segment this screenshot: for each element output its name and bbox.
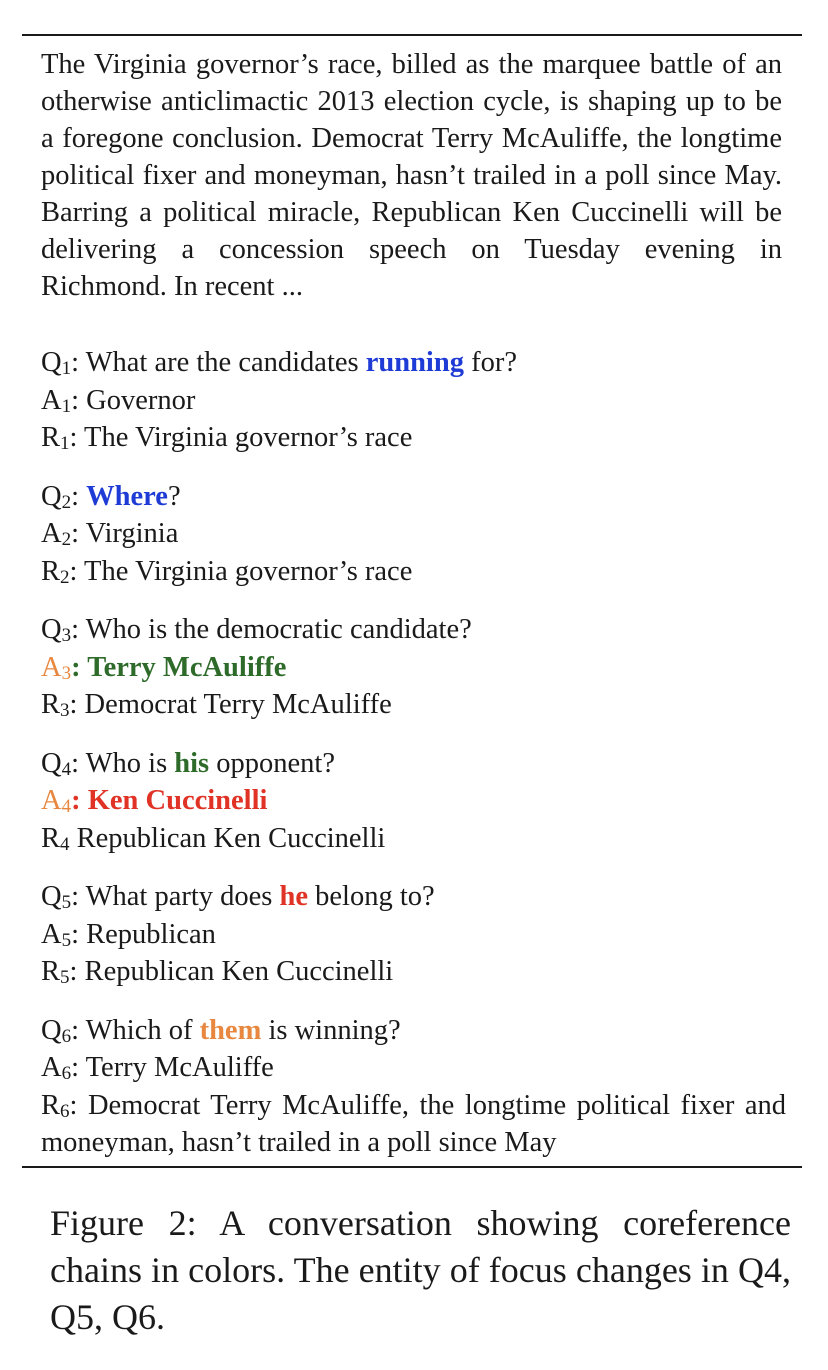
question-2: $Q_2$: Where? bbox=[41, 480, 181, 513]
answer-4: $A_4$: Ken Cuccinelli bbox=[41, 785, 268, 817]
bottom-rule bbox=[22, 1166, 802, 1168]
question-4: $Q_4$: Who is his opponent? bbox=[41, 747, 335, 780]
rationale-3: $R_3$: Democrat Terry McAuliffe bbox=[41, 689, 392, 721]
answer-6: $A_6$: Terry McAuliffe bbox=[41, 1052, 274, 1084]
rationale-1: $R_1$: The Virginia governor’s race bbox=[41, 422, 413, 454]
answer-5: $A_5$: Republican bbox=[41, 918, 216, 951]
answer-2: $A_2$: Virginia bbox=[41, 518, 179, 550]
question-1: $Q_1$: What are the candidates running for? bbox=[41, 347, 517, 379]
turn-5 bbox=[41, 878, 786, 991]
rationale-4: $R_4$ Republican Ken Cuccinelli bbox=[41, 822, 386, 855]
answer-1: $A_1$: Governor bbox=[41, 384, 196, 417]
turn-1 bbox=[41, 344, 786, 457]
coref-ken-cuccinelli: Ken Cuccinelli bbox=[87, 785, 268, 816]
turn-4 bbox=[41, 745, 786, 858]
answer-3: $A_3$: Terry McAuliffe bbox=[41, 651, 287, 684]
coref-them: them bbox=[199, 1014, 262, 1046]
turn-3 bbox=[41, 611, 786, 724]
coref-terry-mcauliffe: Terry McAuliffe bbox=[87, 651, 287, 683]
coref-he: he bbox=[279, 881, 309, 912]
question-3: $Q_3$: Who is the democratic candidate? bbox=[41, 614, 472, 646]
figure-caption: Figure 2: A conversation showing coreference chains in colors. The entity of focus changes in Q4, Q5, Q6. bbox=[50, 1203, 791, 1337]
passage-text: The Virginia governor’s race, billed as the marquee battle of an otherwise anticlimactic 2013 election cycle, is shaping up to be a foregone conclusion. Democrat Terry McAuliffe, the longtime political fixer and moneyman, hasn’t trailed in a poll since May. Barring a political miracle, Republican Ken Cuccinelli will be delivering a concession speech on Tuesday evening in Richmond. In recent ... bbox=[41, 49, 782, 302]
question-5: $Q_5$: What party does he belong to? bbox=[41, 881, 435, 913]
question-6: $Q_6$: Which of them is winning? bbox=[41, 1014, 401, 1047]
top-rule bbox=[22, 34, 802, 36]
rationale-2: $R_2$: The Virginia governor’s race bbox=[41, 555, 413, 588]
rationale-5: $R_5$: Republican Ken Cuccinelli bbox=[41, 956, 394, 988]
conversation bbox=[41, 344, 786, 1183]
turn-6 bbox=[41, 1012, 786, 1162]
coref-running: running bbox=[365, 347, 464, 378]
coref-his: his bbox=[174, 747, 210, 779]
turn-2 bbox=[41, 478, 786, 591]
coref-where: Where bbox=[86, 480, 168, 512]
rationale-6: $R_6$: Democrat Terry McAuliffe, the longtime political fixer and moneyman, hasn’t trailed in a poll since May bbox=[41, 1089, 786, 1158]
